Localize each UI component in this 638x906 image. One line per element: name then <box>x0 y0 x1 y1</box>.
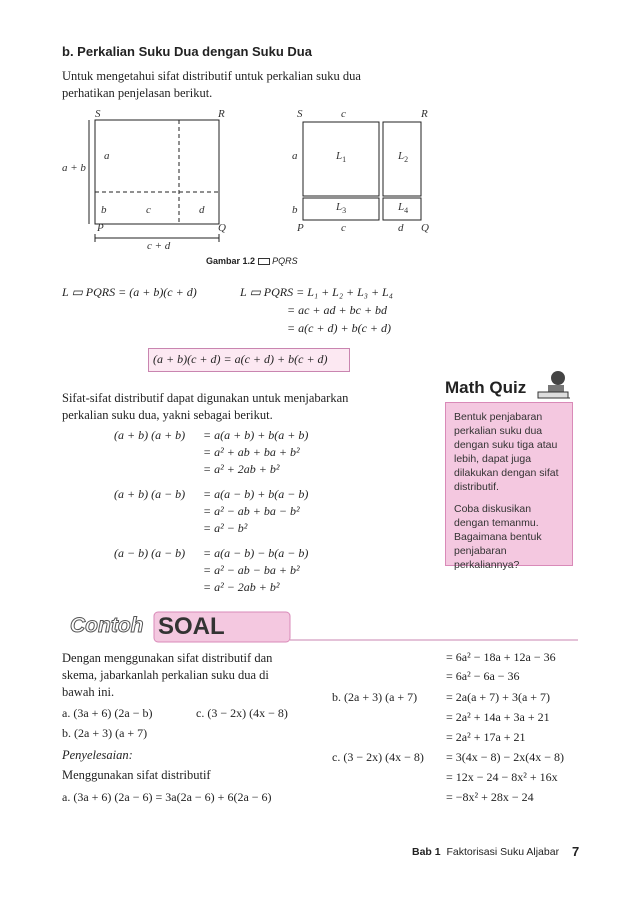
derivation-3-line-1: = a(a − b) − b(a − b) <box>203 546 309 560</box>
soal-text-1: Dengan menggunakan sifat distributif dan <box>62 651 273 665</box>
derivation-3-line-2: = a² − ab − ba + b² <box>203 563 300 577</box>
fig1-label-b: b <box>101 204 107 216</box>
fig2-label-l1: $L_1$ <box>336 150 347 165</box>
equation-right-2: = ac + ad + bc + bd <box>287 303 388 317</box>
solution-a-line-2: = 6a² − 6a − 36 <box>446 669 520 683</box>
math-quiz-box <box>445 402 573 571</box>
fig2-label-r: R <box>421 108 428 120</box>
derivation-2-line-1: = a(a − b) + b(a − b) <box>203 487 309 501</box>
method-text: Menggunakan sifat distributif <box>62 768 211 782</box>
fig1-label-p: P <box>97 222 104 234</box>
derivation-3-line-3: = a² − 2ab + b² <box>203 580 280 594</box>
fig2-label-d: d <box>398 222 404 234</box>
fig2-label-l3: $L_3$ <box>336 201 347 216</box>
fig2-label-c-bottom: c <box>341 222 346 234</box>
solution-b-line-1: = 2a(a + 7) + 3(a + 7) <box>446 690 551 704</box>
solution-c-line-2: = 12x − 24 − 8x² + 16x <box>446 770 558 784</box>
derivation-2-line-3: = a² − b² <box>203 521 248 535</box>
soal-item-a: a. (3a + 6) (2a − b) <box>62 706 153 720</box>
footer-chapter: Bab 1 Faktorisasi Suku Aljabar <box>412 846 560 858</box>
derivation-2-lhs: (a + b) (a − b) <box>114 487 186 501</box>
quiz-paragraph-2: Coba diskusikan dengan temanmu. Bagaimana bentuk penjabaran perkaliannya? <box>454 503 542 571</box>
fig2-label-c-top: c <box>341 108 346 120</box>
fig2-label-a: a <box>292 150 298 162</box>
fig1-label-q: Q <box>218 222 226 234</box>
figure-caption: Gambar 1.2 PQRS <box>206 256 298 266</box>
soal-item-c: c. (3 − 2x) (4x − 8) <box>196 706 288 720</box>
solution-c-line-1: = 3(4x − 8) − 2x(4x − 8) <box>446 750 565 764</box>
figure-2-rectangles <box>295 104 435 234</box>
derivation-1-lhs: (a + b) (a + b) <box>114 428 186 442</box>
solution-a-start: a. (3a + 6) (2a − 6) = 3a(2a − 6) + 6(2a − 6) <box>62 790 272 804</box>
solution-b-line-2: = 2a² + 14a + 3a + 21 <box>446 710 550 724</box>
equation-right-1: L ▭ PQRS = L₁ + L₂ + L₃ + L₄ <box>240 285 393 299</box>
section-heading: b. Perkalian Suku Dua dengan Suku Dua <box>62 44 312 59</box>
fig1-label-a-plus-b: a + b <box>62 162 86 174</box>
fig1-label-c-plus-d: c + d <box>147 240 171 252</box>
derivation-1-line-3: = a² + 2ab + b² <box>203 462 280 476</box>
fig2-label-l4: $L_4$ <box>398 201 409 216</box>
fig1-label-a: a <box>104 150 110 162</box>
fig1-label-r: R <box>218 108 225 120</box>
soal-item-b: b. (2a + 3) (a + 7) <box>62 726 148 740</box>
reading-student-icon <box>534 368 574 402</box>
sifat-line-2: perkalian suku dua, yakni sebagai berikut. <box>62 408 273 422</box>
fig2-label-q: Q <box>421 222 429 234</box>
distributive-formula: (a + b)(c + d) = a(c + d) + b(c + d) <box>153 352 328 366</box>
rectangle-symbol-icon <box>258 258 270 265</box>
solution-c-line-3: = −8x² + 28x − 24 <box>446 790 534 804</box>
soal-text-2: skema, jabarkanlah perkalian suku dua di <box>62 668 269 682</box>
sifat-line-1: Sifat-sifat distributif dapat digunakan untuk menjabarkan <box>62 391 349 405</box>
fig1-label-d: d <box>199 204 205 216</box>
solution-b-lhs: b. (2a + 3) (a + 7) <box>332 690 418 704</box>
soal-text-3: bawah ini. <box>62 685 115 699</box>
contoh-word: Contoh <box>70 614 144 637</box>
fig2-label-p: P <box>297 222 304 234</box>
equation-left: L ▭ PQRS = (a + b)(c + d) <box>62 285 197 299</box>
derivation-1-line-2: = a² + ab + ba + b² <box>203 445 300 459</box>
derivation-2-line-2: = a² − ab + ba − b² <box>203 504 300 518</box>
fig1-label-c: c <box>146 204 151 216</box>
soal-word: SOAL <box>158 613 225 640</box>
intro-line-1: Untuk mengetahui sifat distributif untuk perkalian suku dua <box>62 69 361 83</box>
solution-a-line-1: = 6a² − 18a + 12a − 36 <box>446 650 556 664</box>
fig2-label-s: S <box>297 108 303 120</box>
page-number: 7 <box>572 844 580 859</box>
solution-b-line-3: = 2a² + 17a + 21 <box>446 730 526 744</box>
equation-right-3: = a(c + d) + b(c + d) <box>287 321 392 335</box>
fig2-label-l2: $L_2$ <box>398 150 409 165</box>
derivation-3-lhs: (a − b) (a − b) <box>114 546 186 560</box>
intro-line-2: perhatikan penjelasan berikut. <box>62 86 213 100</box>
derivation-1-line-1: = a(a + b) + b(a + b) <box>203 428 309 442</box>
quiz-paragraph-1: Bentuk penjabaran perkalian suku dua dengan suku tiga atau lebih, dapat juga dilakukan dengan sifat distributif. <box>454 411 559 493</box>
fig1-label-s: S <box>95 108 101 120</box>
solution-c-lhs: c. (3 − 2x) (4x − 8) <box>332 750 424 764</box>
math-quiz-title: Math Quiz <box>445 378 527 397</box>
fig2-label-b: b <box>292 204 298 216</box>
penyelesaian-label: Penyelesaian: <box>62 748 133 762</box>
